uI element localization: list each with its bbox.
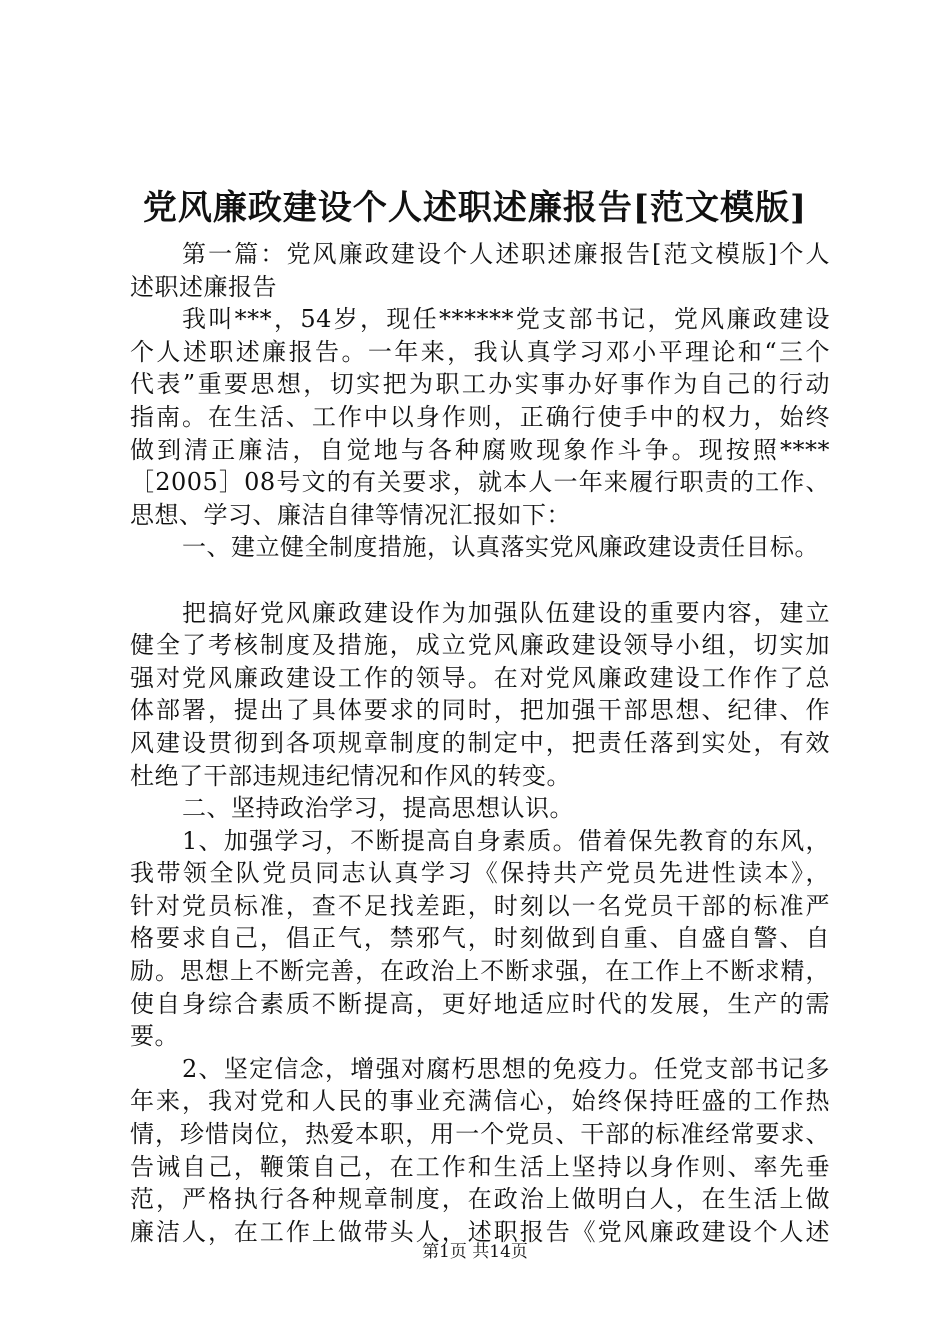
text-line: 使自身综合素质不断提高，更好地适应时代的发展，生产的需 [130, 989, 830, 1018]
text-line: 代表”重要思想，切实把为职工办实事办好事作为自己的行动 [130, 370, 830, 399]
text-line: 我叫***，54岁，现任******党支部书记，党风廉政建设 [182, 305, 830, 334]
text-line: 2、坚定信念，增强对腐朽思想的免疫力。任党支部书记多 [182, 1054, 830, 1083]
document-title: 党风廉政建设个人述职述廉报告[范文模版] [142, 188, 808, 228]
text-line: ［2005］08号文的有关要求，就本人一年来履行职责的工作、 [130, 468, 830, 497]
document-body [130, 238, 830, 1248]
text-line: 我带领全队党员同志认真学习《保持共产党员先进性读本》， [130, 859, 830, 888]
text-line: 第一篇：党风廉政建设个人述职述廉报告[范文模版]个人 [182, 240, 830, 268]
text-line: 年来，我对党和人民的事业充满信心，始终保持旺盛的工作热 [130, 1087, 830, 1116]
text-line: 针对党员标准，查不足找差距，时刻以一名党员干部的标准严 [130, 891, 830, 920]
text-line: 杜绝了干部违规违纪情况和作风的转变。 [130, 761, 571, 790]
text-line: 体部署，提出了具体要求的同时，把加强干部思想、纪律、作 [130, 696, 830, 725]
text-line: 告诫自己，鞭策自己，在工作和生活上坚持以身作则、率先垂 [130, 1152, 830, 1181]
text-line: 述职述廉报告 [130, 272, 277, 301]
text-line: 指南。在生活、工作中以身作则，正确行使手中的权力，始终 [130, 402, 830, 431]
text-line: 风建设贯彻到各项规章制度的制定中，把责任落到实处，有效 [130, 728, 830, 757]
text-line: 个人述职述廉报告。一年来，我认真学习邓小平理论和“三个 [130, 337, 830, 366]
text-line: 做到清正廉洁，自觉地与各种腐败现象作斗争。现按照**** [130, 435, 830, 464]
text-line: 强对党风廉政建设工作的领导。在对党风廉政建设工作作了总 [130, 663, 830, 692]
text-line: 格要求自己，倡正气，禁邪气，时刻做到自重、自盛自警、自 [130, 924, 830, 953]
text-line: 范，严格执行各种规章制度，在政治上做明白人，在生活上做 [130, 1185, 830, 1214]
text-line: 健全了考核制度及措施，成立党风廉政建设领导小组，切实加 [130, 631, 830, 660]
text-line: 二、坚持政治学习，提高思想认识。 [182, 794, 574, 823]
paragraph-gap [130, 564, 830, 597]
text-line: 励。思想上不断完善，在政治上不断求强，在工作上不断求精， [130, 957, 830, 986]
text-line: 情，珍惜岗位，热爱本职，用一个党员、干部的标准经常要求、 [130, 1120, 830, 1149]
text-line: 把搞好党风廉政建设作为加强队伍建设的重要内容，建立 [182, 598, 830, 627]
text-line: 1、加强学习，不断提高自身素质。借着保先教育的东风， [182, 826, 830, 855]
page-footer: 第1页 共14页 [422, 1242, 528, 1262]
text-line: 要。 [130, 1022, 179, 1051]
text-line: 廉洁人，在工作上做带头人，述职报告《党风廉政建设个人述 [130, 1217, 830, 1246]
text-line: 一、建立健全制度措施，认真落实党风廉政建设责任目标。 [182, 533, 819, 562]
text-line: 思想、学习、廉洁自律等情况汇报如下： [130, 500, 571, 529]
